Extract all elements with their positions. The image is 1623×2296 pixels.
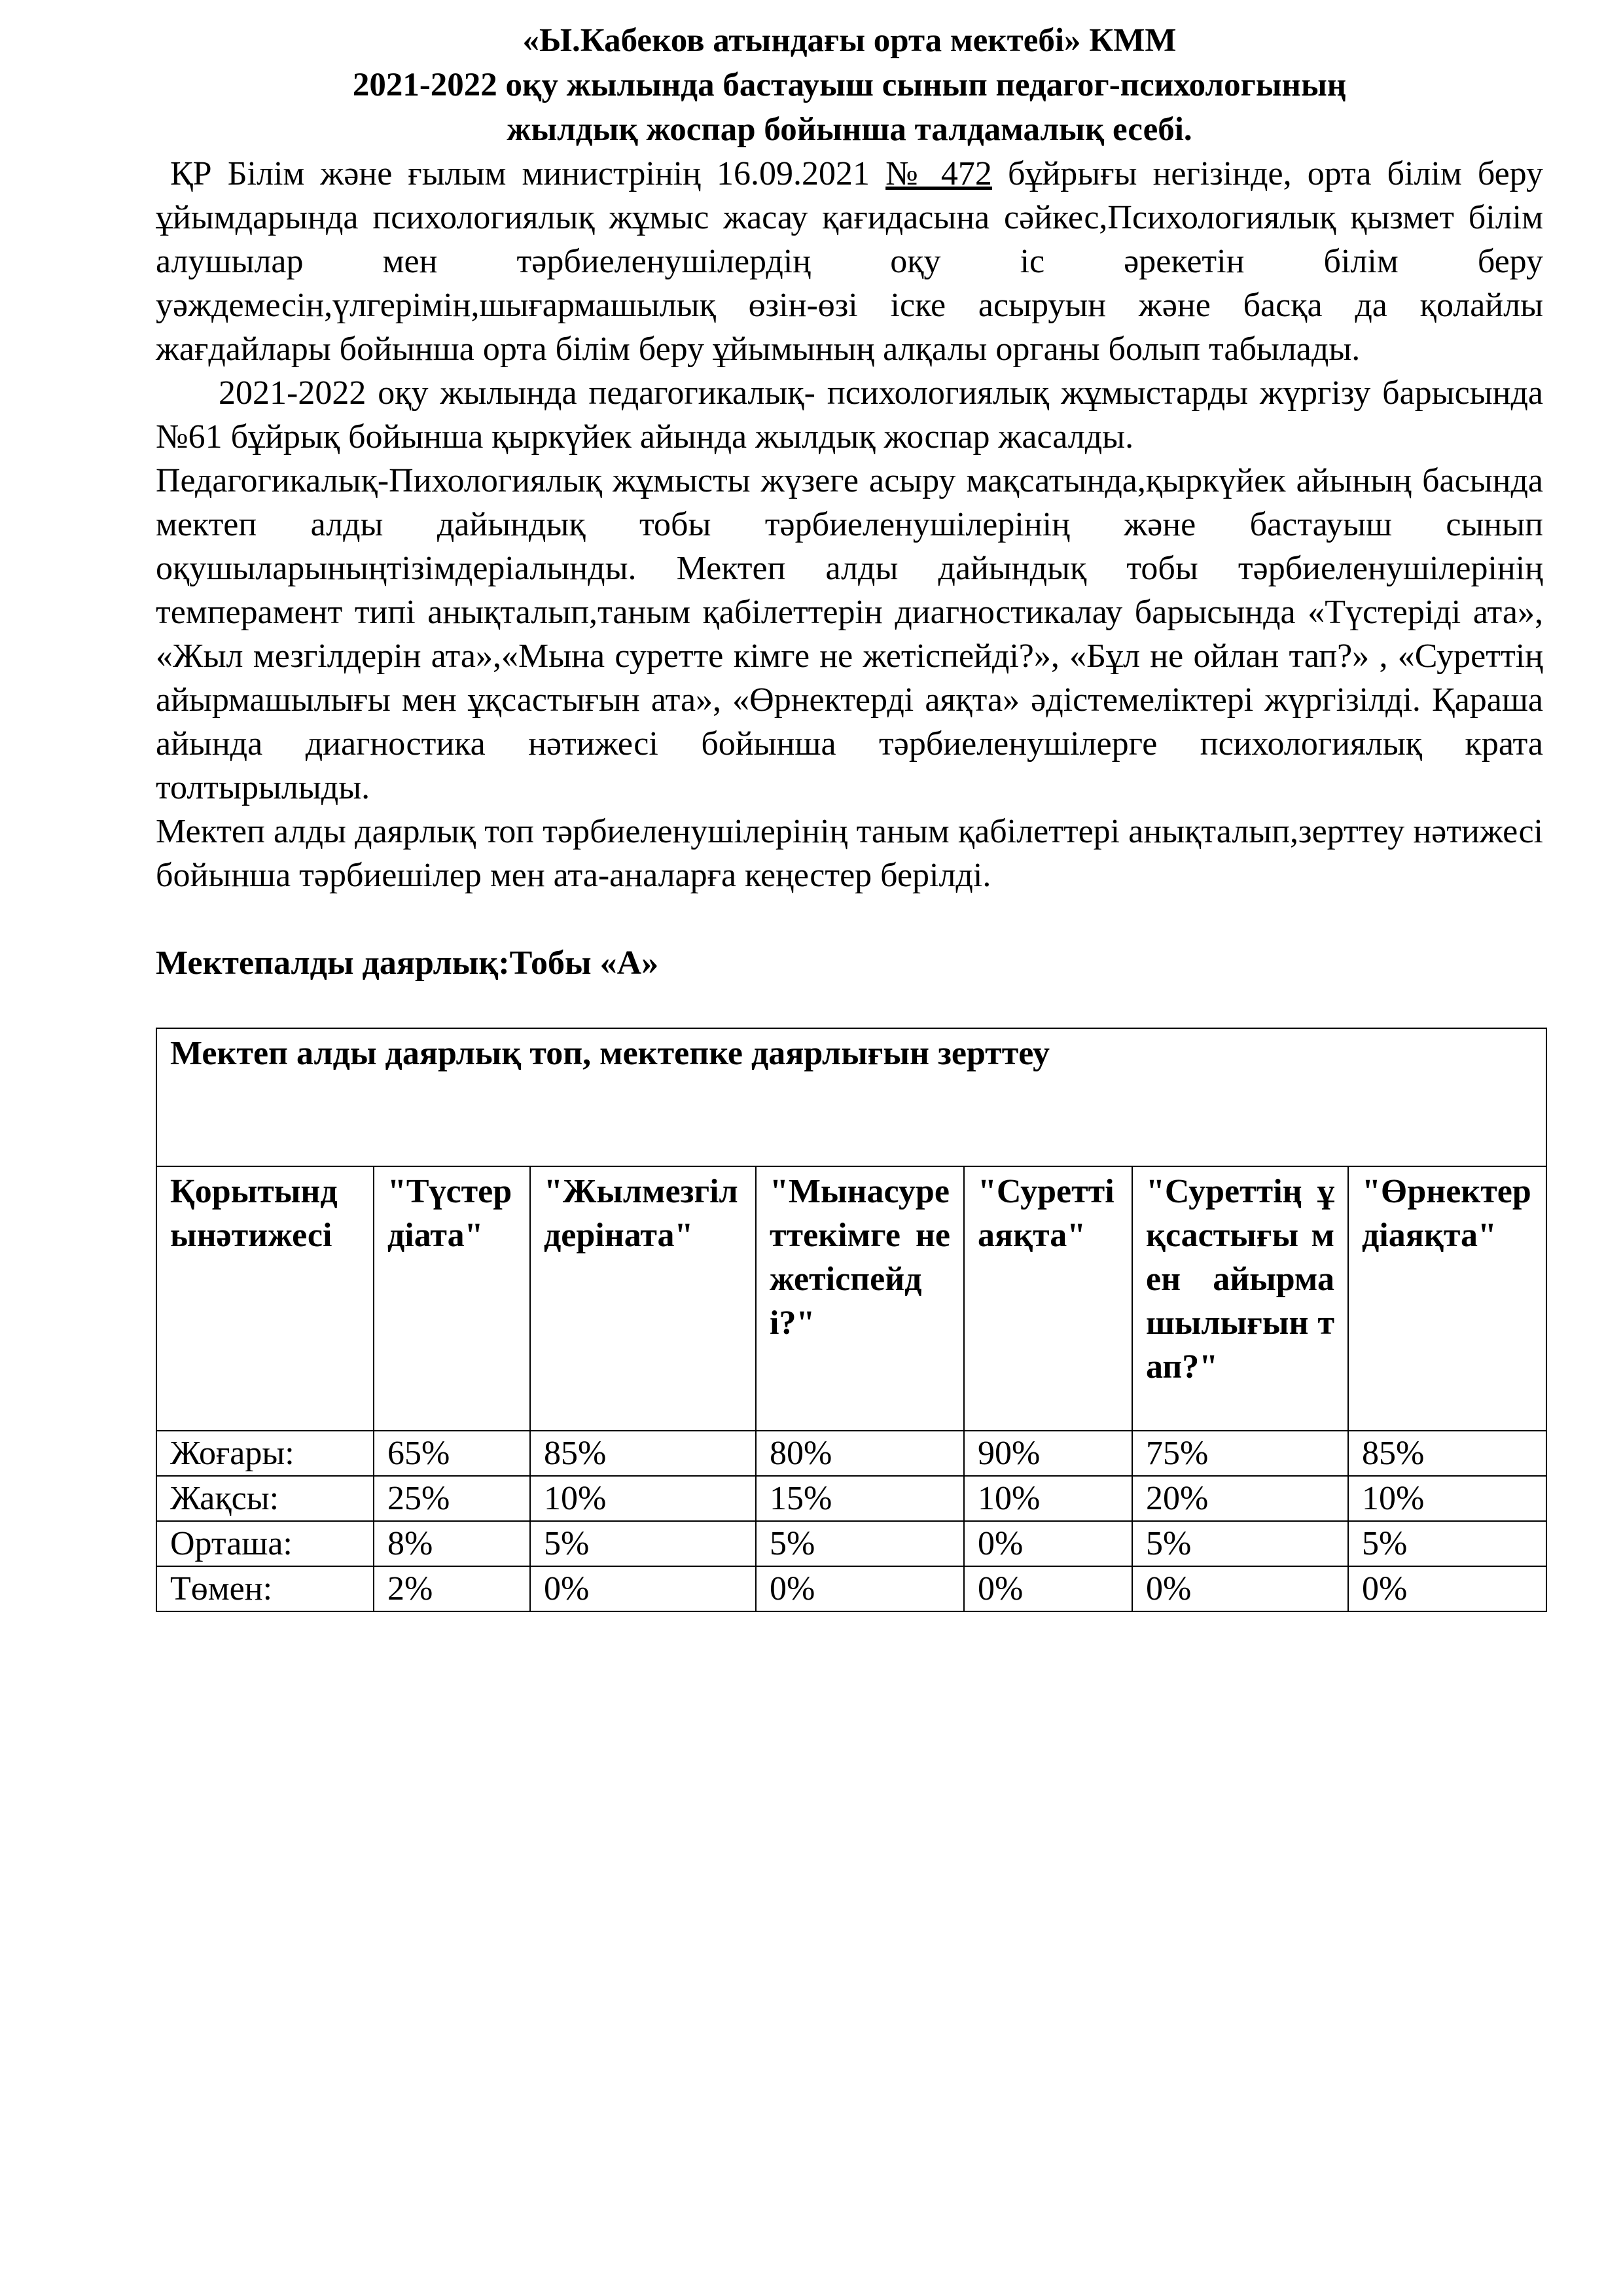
table-cell: 85%: [1348, 1431, 1546, 1476]
table-cell-level: Төмен:: [156, 1566, 374, 1611]
table-cell: 0%: [1132, 1566, 1348, 1611]
table-cell: 10%: [530, 1476, 756, 1521]
intro-paragraph-2: 2021-2022 оқу жылында педагогикалық- психологиялық жұмыстарды жүргізу барысында №61 бұйрық бойынша қыркүйек айында жылдық жоспар жасалды.: [156, 374, 1543, 456]
table-cell: 0%: [964, 1521, 1132, 1566]
table-caption: Мектеп алды даярлық топ, мектепке даярлығын зерттеу: [156, 1028, 1546, 1166]
table-cell-level: Жоғары:: [156, 1431, 374, 1476]
table-cell-level: Жақсы:: [156, 1476, 374, 1521]
report-subtitle: жылдық жоспар бойынша талдамалық есебі.: [507, 111, 1192, 148]
column-header-seasons: "Жылмезгілдеріната": [530, 1166, 756, 1431]
order-number: № 472: [885, 155, 992, 192]
table-cell: 0%: [756, 1566, 964, 1611]
table-row: [156, 1431, 1546, 1476]
table-cell: 15%: [756, 1476, 964, 1521]
table-cell: 0%: [964, 1566, 1132, 1611]
table-cell: 85%: [530, 1431, 756, 1476]
intro-paragraph-1: [156, 152, 1543, 371]
intro-paragraph-4: Мектеп алды даярлық топ тәрбиеленушілерінің таным қабілеттері анықталып,зерттеу нәтижесі бойынша тәрбиешілер мен ата-аналарға кеңестер берілді.: [156, 813, 1543, 894]
column-header-differences: "Суреттің ұқсастығы мен айырмашылығын тап?": [1132, 1166, 1348, 1431]
table-cell: 0%: [1348, 1566, 1546, 1611]
table-row: [156, 1566, 1546, 1611]
school-name-title: «Ы.Кабеков атындағы орта мектебі» КММ: [522, 22, 1177, 59]
column-header-colors: "Түстердіата": [374, 1166, 530, 1431]
table-cell: 75%: [1132, 1431, 1348, 1476]
column-header-missing: "Мынасуреттекімге не жетіспейді?": [756, 1166, 964, 1431]
table-row: [156, 1521, 1546, 1566]
group-heading: Мектепалды даярлық:Тобы «А»: [156, 944, 659, 982]
table-cell: 65%: [374, 1431, 530, 1476]
results-table: [156, 1028, 1547, 1612]
table-cell: 2%: [374, 1566, 530, 1611]
intro-paragraph-3: Педагогикалық-Пихологиялық жұмысты жүзеге асыру мақсатында,қыркүйек айының басында мектеп алды дайындық тобы тәрбиеленушілерінің және бастауыш сынып оқушыларыныңтізімдеріалынды. Мектеп алды дайындық тобы тәрбиеленушілерінің темперамент типі анықталып,таным қабілеттерін диагностикалау барысында «Түстеріді ата», «Жыл мезгілдерін ата»,«Мына суретте кімге не жетіспейді?», «Бұл не ойлан тап?» , «Суреттің айырмашылығы мен ұқсастығын ата», «Өрнектерді аяқта» әдістемеліктері жүргізілді. Қараша айында диагностика нәтижесі бойынша тәрбиеленушілерге психологиялық крата толтырылыды.: [156, 462, 1543, 806]
table-cell: 5%: [1348, 1521, 1546, 1566]
table-cell: 20%: [1132, 1476, 1348, 1521]
column-header-result: Қорытындынәтижесі: [156, 1166, 374, 1431]
table-cell: 5%: [1132, 1521, 1348, 1566]
column-header-complete-picture: "Суреттіаяқта": [964, 1166, 1132, 1431]
intro-p1-start: ҚР Білім және ғылым министрінің 16.09.2021: [170, 155, 886, 192]
table-cell: 8%: [374, 1521, 530, 1566]
intro-p1-end: бұйрығы негізінде, орта білім беру ұйымдарында психологиялық жұмыс жасау қағидасына сәйкес,Психологиялық қызмет білім алушылар мен тәрбиеленушілердің оқу іс әрекетін білім беру уәждемесін,үлгерімін,шығармашылық өзін-өзі іске асыруын және басқа да қолайлы жағдайлары бойынша орта білім беру ұйымының алқалы органы болып табылады.: [156, 155, 1543, 368]
table-header-row: [156, 1166, 1546, 1431]
table-cell: 90%: [964, 1431, 1132, 1476]
table-cell: 5%: [756, 1521, 964, 1566]
column-header-patterns: "Өрнектердіаяқта": [1348, 1166, 1546, 1431]
table-cell: 10%: [964, 1476, 1132, 1521]
table-cell: 80%: [756, 1431, 964, 1476]
table-cell: 0%: [530, 1566, 756, 1611]
table-row: [156, 1476, 1546, 1521]
table-cell: 10%: [1348, 1476, 1546, 1521]
document-page: [156, 18, 1543, 1612]
table-caption-row: [156, 1028, 1546, 1166]
table-cell: 25%: [374, 1476, 530, 1521]
table-cell-level: Орташа:: [156, 1521, 374, 1566]
report-title: 2021-2022 оқу жылында бастауыш сынып педагог-психологының: [352, 67, 1347, 103]
table-cell: 5%: [530, 1521, 756, 1566]
